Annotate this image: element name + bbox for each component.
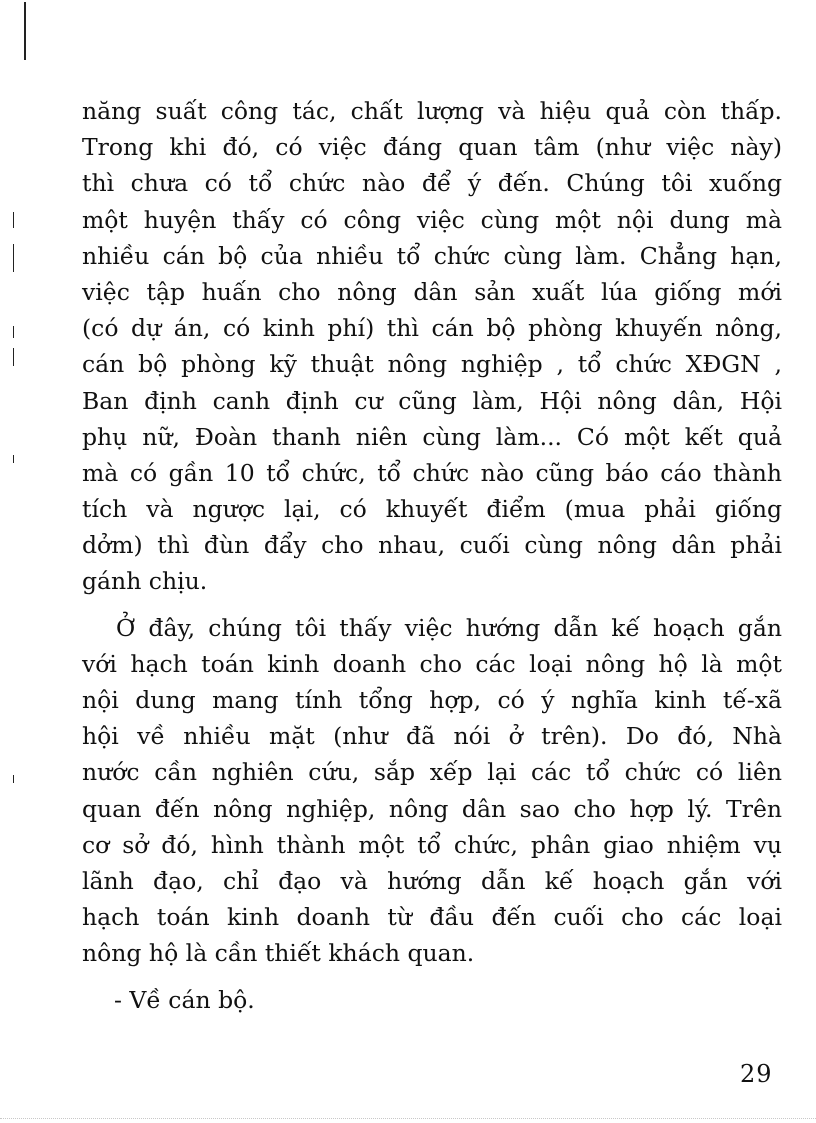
paragraph-1	[82, 93, 782, 600]
text-line: Ban định canh định cư cũng làm, Hội nông dân, Hội	[82, 386, 782, 415]
scan-edge-mark	[13, 326, 14, 338]
text-line: hạch toán kinh doanh từ đầu đến cuối cho các loại	[82, 903, 782, 932]
scan-edge-mark	[13, 212, 14, 228]
paragraph-2	[82, 610, 782, 972]
text-line: năng suất công tác, chất lượng và hiệu quả còn thấp.	[82, 97, 782, 125]
scan-bottom-edge	[0, 1118, 816, 1120]
text-line: thì chưa có tổ chức nào để ý đến. Chúng tôi xuống	[82, 169, 782, 198]
text-line: quan đến nông nghiệp, nông dân sao cho hợp lý. Trên	[82, 794, 782, 823]
text-line: (có dự án, có kinh phí) thì cán bộ phòng khuyến nông,	[82, 314, 782, 343]
scan-edge-mark	[24, 2, 26, 60]
text-line: gánh chịu.	[82, 567, 208, 596]
text-line: phụ nữ, Đoàn thanh niên cùng làm... Có một kết quả	[82, 422, 782, 451]
text-line: hội về nhiều mặt (như đã nói ở trên). Do đó, Nhà	[82, 722, 782, 751]
text-line: tích và ngược lại, có khuyết điểm (mua phải giống	[82, 495, 782, 524]
text-line: Trong khi đó, có việc đáng quan tâm (như việc này)	[82, 133, 782, 162]
scan-edge-mark	[13, 348, 14, 366]
text-line: cán bộ phòng kỹ thuật nông nghiệp , tổ chức XĐGN ,	[82, 350, 782, 379]
text-line: Ở đây, chúng tôi thấy việc hướng dẫn kế hoạch gắn	[116, 613, 782, 642]
body-text	[82, 93, 782, 1018]
scan-edge-mark	[13, 455, 14, 463]
text-line: mà có gần 10 tổ chức, tổ chức nào cũng báo cáo thành	[82, 458, 782, 487]
scan-edge-mark	[13, 244, 14, 272]
text-line: dởm) thì đùn đẩy cho nhau, cuối cùng nông dân phải	[82, 531, 782, 560]
text-line: cơ sở đó, hình thành một tổ chức, phân giao nhiệm vụ	[82, 830, 782, 859]
section-subheading: - Về cán bộ.	[114, 985, 255, 1014]
text-line: với hạch toán kinh doanh cho các loại nông hộ là một	[82, 649, 782, 678]
text-line: nước cần nghiên cứu, sắp xếp lại các tổ chức có liên	[82, 758, 782, 787]
text-line: nhiều cán bộ của nhiều tổ chức cùng làm. Chẳng hạn,	[82, 241, 782, 270]
text-line: nông hộ là cần thiết khách quan.	[82, 939, 475, 968]
text-line: lãnh đạo, chỉ đạo và hướng dẫn kế hoạch gắn với	[82, 866, 782, 895]
text-line: nội dung mang tính tổng hợp, có ý nghĩa kinh tế-xã	[82, 686, 782, 714]
text-line: một huyện thấy có công việc cùng một nội dung mà	[82, 205, 782, 234]
scan-edge-mark	[13, 775, 14, 783]
text-line: việc tập huấn cho nông dân sản xuất lúa giống mới	[82, 277, 782, 306]
page-number: 29	[740, 1060, 773, 1088]
